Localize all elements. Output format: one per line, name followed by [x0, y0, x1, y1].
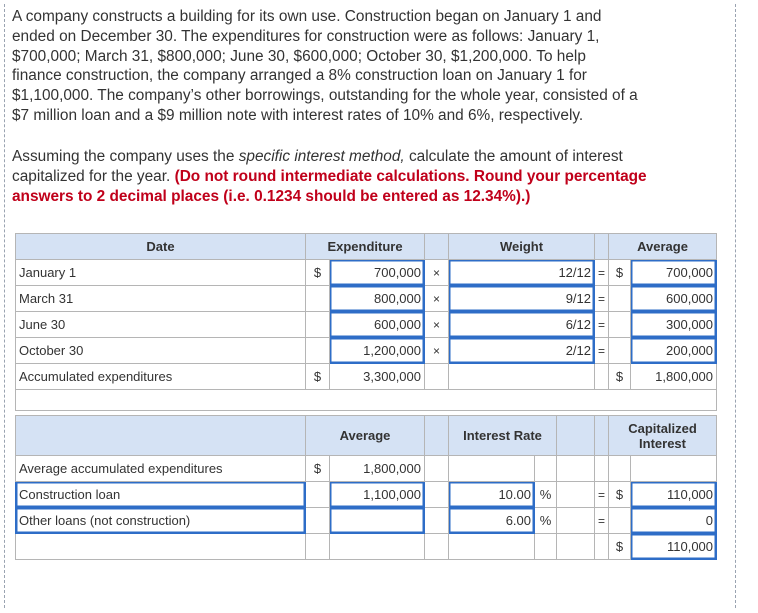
- currency-sign: [609, 312, 631, 338]
- date-cell: October 30: [16, 338, 306, 364]
- blank-cell: [595, 364, 609, 390]
- instruction-italic: specific interest method,: [238, 148, 405, 165]
- equals-sign: =: [595, 508, 609, 534]
- table-row: [16, 260, 717, 286]
- equals-sign: =: [595, 312, 609, 338]
- instruction-text: Assuming the company uses the: [12, 148, 239, 165]
- multiply-sign: ×: [425, 338, 449, 364]
- header-blank: [425, 416, 449, 456]
- currency-sign: [609, 286, 631, 312]
- blank-cell: [557, 534, 595, 560]
- blank-cell: [330, 534, 425, 560]
- currency-sign: [306, 312, 330, 338]
- date-cell: June 30: [16, 312, 306, 338]
- average-input[interactable]: 1,100,000: [330, 482, 425, 508]
- blank-cell: [535, 534, 557, 560]
- currency-sign: $: [609, 260, 631, 286]
- table-row: [16, 338, 717, 364]
- average-value: 1,800,000: [330, 456, 425, 482]
- currency-sign: $: [609, 482, 631, 508]
- equals-sign: =: [595, 260, 609, 286]
- currency-sign: [306, 338, 330, 364]
- blank-cell: [425, 482, 449, 508]
- average-input[interactable]: 700,000: [631, 260, 717, 286]
- equals-sign: =: [595, 482, 609, 508]
- header-blank: [595, 234, 609, 260]
- blank-cell: [16, 390, 717, 411]
- currency-sign: $: [306, 364, 330, 390]
- problem-line: finance construction, the company arranged a 8% construction loan on January 1 for: [12, 67, 587, 85]
- table-row: [16, 312, 717, 338]
- total-expenditure: 3,300,000: [330, 364, 425, 390]
- header-average: Average: [306, 416, 425, 456]
- problem-line: $7 million loan and a $9 million note with interest rates of 10% and 6%, respectively.: [12, 106, 584, 124]
- currency-sign: [609, 508, 631, 534]
- blank-cell: [16, 534, 306, 560]
- blank-cell: [449, 456, 535, 482]
- construction-loan-select[interactable]: Construction loan: [16, 482, 306, 508]
- instruction-text: capitalized for the year.: [12, 167, 175, 185]
- accumulated-label: Accumulated expenditures: [16, 364, 306, 390]
- problem-line: $700,000; March 31, $800,000; June 30, $600,000; October 30, $1,200,000. To help: [12, 47, 586, 65]
- table-row: [16, 482, 717, 508]
- currency-sign: [609, 338, 631, 364]
- currency-sign: $: [306, 456, 330, 482]
- header-average: Average: [609, 234, 717, 260]
- average-input[interactable]: 300,000: [631, 312, 717, 338]
- problem-line: $1,100,000. The company’s other borrowings, outstanding for the whole year, consisted of a: [12, 87, 638, 105]
- other-loans-select[interactable]: Other loans (not construction): [16, 508, 306, 534]
- blank-cell: [557, 508, 595, 534]
- date-cell: March 31: [16, 286, 306, 312]
- blank-cell: [306, 534, 330, 560]
- weight-input[interactable]: 9/12: [449, 286, 595, 312]
- capitalized-interest-input[interactable]: 110,000: [631, 482, 717, 508]
- multiply-sign: ×: [425, 286, 449, 312]
- weight-input[interactable]: 12/12: [449, 260, 595, 286]
- expenditures-table: [15, 233, 717, 411]
- expenditure-input[interactable]: 700,000: [330, 260, 425, 286]
- header-date: Date: [16, 234, 306, 260]
- table-row: [16, 286, 717, 312]
- rounding-note: (Do not round intermediate calculations. Round your percentage: [174, 167, 647, 185]
- equals-sign: =: [595, 338, 609, 364]
- equals-sign: =: [595, 286, 609, 312]
- header-line: Interest: [639, 435, 686, 451]
- blank-cell: [425, 508, 449, 534]
- percent-sign: %: [535, 482, 557, 508]
- header-blank: [16, 416, 306, 456]
- blank-cell: [631, 456, 717, 482]
- weight-input[interactable]: 2/12: [449, 338, 595, 364]
- interest-rate-input[interactable]: 6.00: [449, 508, 535, 534]
- interest-rate-input[interactable]: 10.00: [449, 482, 535, 508]
- table-row: [16, 508, 717, 534]
- instruction-text: calculate the amount of interest: [404, 148, 623, 165]
- expenditure-input[interactable]: 1,200,000: [330, 338, 425, 364]
- expenditure-input[interactable]: 600,000: [330, 312, 425, 338]
- header-capitalized-interest: [609, 416, 717, 456]
- currency-sign: $: [609, 364, 631, 390]
- average-input[interactable]: 200,000: [631, 338, 717, 364]
- total-average: 1,800,000: [631, 364, 717, 390]
- expenditure-input[interactable]: 800,000: [330, 286, 425, 312]
- blank-cell: [449, 534, 535, 560]
- blank-cell: [425, 534, 449, 560]
- problem-statement: [12, 7, 728, 126]
- multiply-sign: ×: [425, 260, 449, 286]
- total-row: [16, 534, 717, 560]
- total-row: [16, 364, 717, 390]
- average-input[interactable]: 600,000: [631, 286, 717, 312]
- weight-input[interactable]: 6/12: [449, 312, 595, 338]
- problem-line: A company constructs a building for its own use. Construction began on January 1 and: [12, 8, 602, 25]
- blank-cell: [609, 456, 631, 482]
- spacer-row: [16, 390, 717, 411]
- average-input[interactable]: [330, 508, 425, 534]
- blank-cell: [535, 456, 557, 482]
- currency-sign: [306, 482, 330, 508]
- header-blank: [595, 416, 609, 456]
- total-capitalized-interest[interactable]: 110,000: [631, 534, 717, 560]
- header-blank: [425, 234, 449, 260]
- blank-cell: [425, 456, 449, 482]
- currency-sign: [306, 286, 330, 312]
- blank-cell: [595, 456, 609, 482]
- blank-cell: [595, 534, 609, 560]
- blank-cell: [557, 456, 595, 482]
- percent-sign: %: [535, 508, 557, 534]
- header-interest-rate: Interest Rate: [449, 416, 557, 456]
- capitalized-interest-table: [15, 415, 717, 560]
- currency-sign: $: [306, 260, 330, 286]
- capitalized-interest-input[interactable]: 0: [631, 508, 717, 534]
- date-cell: January 1: [16, 260, 306, 286]
- question-instructions: [12, 147, 728, 206]
- multiply-sign: ×: [425, 312, 449, 338]
- row-label: Average accumulated expenditures: [16, 456, 306, 482]
- currency-sign: [306, 508, 330, 534]
- header-blank: [557, 416, 595, 456]
- header-weight: Weight: [449, 234, 595, 260]
- header-line: Capitalized: [628, 420, 697, 436]
- blank-cell: [557, 482, 595, 508]
- currency-sign: $: [609, 534, 631, 560]
- header-expenditure: Expenditure: [306, 234, 425, 260]
- problem-line: ended on December 30. The expenditures for construction were as follows: January 1,: [12, 27, 600, 45]
- rounding-note: answers to 2 decimal places (i.e. 0.1234 should be entered as 12.34%).): [12, 187, 531, 205]
- blank-cell: [425, 364, 449, 390]
- blank-cell: [449, 364, 595, 390]
- table-row: [16, 456, 717, 482]
